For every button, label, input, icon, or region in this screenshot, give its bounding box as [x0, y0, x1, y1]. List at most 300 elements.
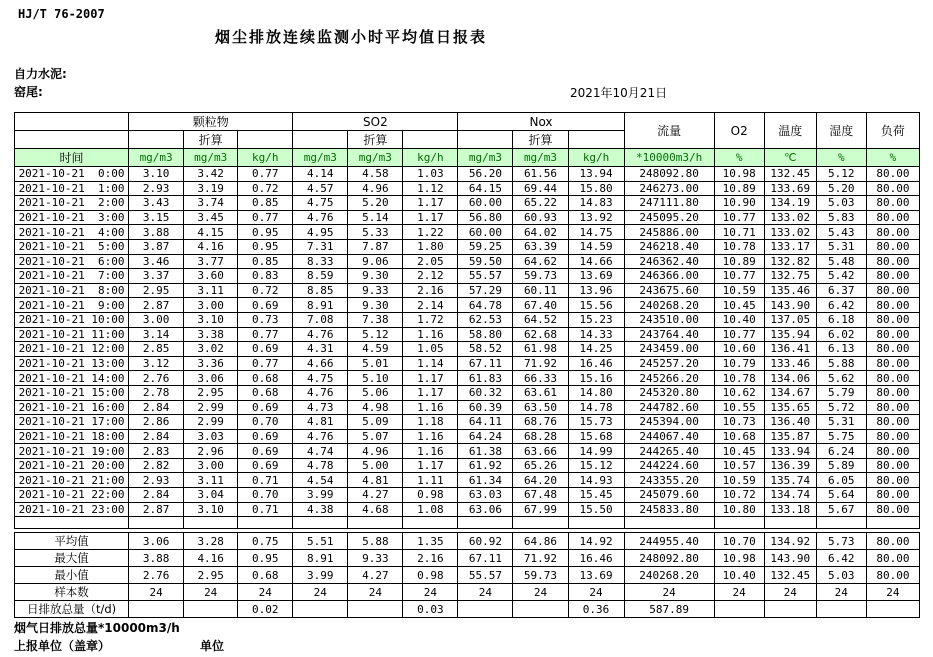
value-cell: 3.37: [129, 269, 184, 284]
value-cell: 0.95: [238, 225, 293, 240]
summary-value-cell: [513, 601, 568, 618]
summary-value-cell: 24: [764, 584, 816, 601]
summary-value-cell: 60.92: [458, 533, 513, 550]
value-cell: 4.74: [293, 444, 348, 459]
table-row: [15, 385, 920, 400]
value-cell: 66.33: [513, 371, 568, 386]
value-cell: 135.87: [764, 429, 816, 444]
value-cell: 2.83: [129, 444, 184, 459]
summary-row: [15, 584, 920, 601]
table-row: [15, 444, 920, 459]
converted-label: 折算: [348, 131, 403, 149]
value-cell: 5.64: [816, 488, 866, 503]
value-cell: 5.20: [348, 196, 403, 211]
unit-cell: mg/m3: [348, 149, 403, 167]
value-cell: 80.00: [866, 196, 919, 211]
value-cell: 5.75: [816, 429, 866, 444]
summary-value-cell: 0.68: [238, 567, 293, 584]
value-cell: 2.95: [129, 283, 184, 298]
value-cell: 3.99: [293, 488, 348, 503]
value-cell: 0.71: [238, 473, 293, 488]
value-cell: 6.18: [816, 312, 866, 327]
summary-value-cell: 3.88: [129, 550, 184, 567]
value-cell: 136.40: [764, 415, 816, 430]
value-cell: 3.11: [184, 473, 238, 488]
table-row: [15, 356, 920, 371]
value-cell: 2.84: [129, 488, 184, 503]
summary-label: 最小值: [15, 567, 129, 584]
time-cell: 2021-10-21 17:00: [15, 415, 129, 430]
table-row: [15, 371, 920, 386]
table-row: [15, 502, 920, 517]
time-cell: 2021-10-21 7:00: [15, 269, 129, 284]
value-cell: 246362.40: [624, 254, 714, 269]
value-cell: 3.10: [129, 167, 184, 182]
value-cell: 5.01: [348, 356, 403, 371]
summary-value-cell: 14.92: [568, 533, 624, 550]
value-cell: 244224.60: [624, 458, 714, 473]
value-cell: 132.45: [764, 167, 816, 182]
value-cell: 243510.00: [624, 312, 714, 327]
value-cell: 60.32: [458, 385, 513, 400]
summary-value-cell: 24: [129, 584, 184, 601]
value-cell: 80.00: [866, 225, 919, 240]
value-cell: 64.62: [513, 254, 568, 269]
value-cell: 1.11: [403, 473, 458, 488]
value-cell: 3.42: [184, 167, 238, 182]
value-cell: 67.40: [513, 298, 568, 313]
value-cell: 5.12: [348, 327, 403, 342]
value-cell: 3.15: [129, 210, 184, 225]
value-cell: 0.83: [238, 269, 293, 284]
value-cell: 80.00: [866, 312, 919, 327]
value-cell: 246273.00: [624, 181, 714, 196]
summary-value-cell: 0.36: [568, 601, 624, 618]
value-cell: 10.45: [714, 444, 764, 459]
value-cell: 63.03: [458, 488, 513, 503]
value-cell: 10.77: [714, 269, 764, 284]
value-cell: 0.69: [238, 429, 293, 444]
unit-cell: %: [866, 149, 919, 167]
value-cell: 61.38: [458, 444, 513, 459]
value-cell: 8.85: [293, 283, 348, 298]
value-cell: 64.24: [458, 429, 513, 444]
value-cell: 56.80: [458, 210, 513, 225]
value-cell: 6.37: [816, 283, 866, 298]
time-cell: 2021-10-21 22:00: [15, 488, 129, 503]
value-cell: 0.68: [238, 371, 293, 386]
blank-cell: [568, 131, 624, 149]
time-cell: 2021-10-21 19:00: [15, 444, 129, 459]
summary-value-cell: 24: [458, 584, 513, 601]
summary-value-cell: [129, 601, 184, 618]
time-cell: 2021-10-21 2:00: [15, 196, 129, 211]
value-cell: 133.18: [764, 502, 816, 517]
value-cell: 0.72: [238, 181, 293, 196]
value-cell: 80.00: [866, 239, 919, 254]
value-cell: 244782.60: [624, 400, 714, 415]
summary-value-cell: 0.95: [238, 550, 293, 567]
value-cell: 246218.40: [624, 239, 714, 254]
value-cell: 3.10: [184, 312, 238, 327]
value-cell: 15.80: [568, 181, 624, 196]
doc-code: HJ/T 76-2007: [18, 7, 105, 21]
value-cell: 15.16: [568, 371, 624, 386]
value-cell: 1.16: [403, 429, 458, 444]
value-cell: 10.78: [714, 239, 764, 254]
value-cell: 246366.00: [624, 269, 714, 284]
value-cell: 2.87: [129, 298, 184, 313]
value-cell: 58.52: [458, 342, 513, 357]
value-cell: 61.92: [458, 458, 513, 473]
value-cell: 80.00: [866, 210, 919, 225]
value-cell: 0.77: [238, 210, 293, 225]
value-cell: 3.00: [184, 458, 238, 473]
value-cell: 55.57: [458, 269, 513, 284]
value-cell: 2.76: [129, 371, 184, 386]
value-cell: 80.00: [866, 342, 919, 357]
value-cell: 4.81: [348, 473, 403, 488]
unit-cell: *10000m3/h: [624, 149, 714, 167]
value-cell: 143.90: [764, 298, 816, 313]
unit-cell: mg/m3: [129, 149, 184, 167]
value-cell: 4.75: [293, 196, 348, 211]
col-header-flow: 流量: [624, 113, 714, 149]
value-cell: 80.00: [866, 356, 919, 371]
value-cell: 1.08: [403, 502, 458, 517]
value-cell: 243459.00: [624, 342, 714, 357]
value-cell: 56.20: [458, 167, 513, 182]
value-cell: 133.17: [764, 239, 816, 254]
value-cell: 10.57: [714, 458, 764, 473]
table-row: [15, 283, 920, 298]
value-cell: 80.00: [866, 429, 919, 444]
value-cell: 4.96: [348, 181, 403, 196]
unit-cell: mg/m3: [458, 149, 513, 167]
time-cell: 2021-10-21 4:00: [15, 225, 129, 240]
value-cell: 5.31: [816, 415, 866, 430]
value-cell: 1.16: [403, 327, 458, 342]
summary-value-cell: 3.99: [293, 567, 348, 584]
summary-value-cell: 3.28: [184, 533, 238, 550]
value-cell: 2.93: [129, 473, 184, 488]
value-cell: 60.93: [513, 210, 568, 225]
value-cell: 4.15: [184, 225, 238, 240]
value-cell: 0.72: [238, 283, 293, 298]
summary-value-cell: 2.16: [403, 550, 458, 567]
value-cell: 3.10: [184, 502, 238, 517]
value-cell: 13.94: [568, 167, 624, 182]
value-cell: 14.83: [568, 196, 624, 211]
value-cell: 3.36: [184, 356, 238, 371]
value-cell: 69.44: [513, 181, 568, 196]
time-cell: 2021-10-21 0:00: [15, 167, 129, 182]
value-cell: 0.70: [238, 415, 293, 430]
blank-cell: [238, 517, 293, 529]
value-cell: 7.31: [293, 239, 348, 254]
value-cell: 1.17: [403, 385, 458, 400]
value-cell: 5.88: [816, 356, 866, 371]
value-cell: 5.42: [816, 269, 866, 284]
value-cell: 1.16: [403, 400, 458, 415]
value-cell: 245266.20: [624, 371, 714, 386]
page-title: 烟尘排放连续监测小时平均值日报表: [215, 28, 488, 46]
value-cell: 6.24: [816, 444, 866, 459]
time-cell: 2021-10-21 21:00: [15, 473, 129, 488]
value-cell: 59.50: [458, 254, 513, 269]
summary-value-cell: 5.51: [293, 533, 348, 550]
value-cell: 9.33: [348, 283, 403, 298]
summary-value-cell: 67.11: [458, 550, 513, 567]
col-header-humidity: 湿度: [816, 113, 866, 149]
value-cell: 1.16: [403, 444, 458, 459]
value-cell: 3.12: [129, 356, 184, 371]
report-date: 2021年10月21日: [570, 86, 668, 100]
blank-cell: [458, 517, 513, 529]
value-cell: 63.61: [513, 385, 568, 400]
value-cell: 5.14: [348, 210, 403, 225]
value-cell: 245886.00: [624, 225, 714, 240]
group-header-so2: SO2: [293, 113, 458, 131]
flue-gas-total-note: 烟气日排放总量*10000m3/h: [14, 621, 180, 635]
col-header-temperature: 温度: [764, 113, 816, 149]
summary-value-cell: 80.00: [866, 550, 919, 567]
blank-cell: [348, 517, 403, 529]
summary-value-cell: 24: [624, 584, 714, 601]
value-cell: 135.46: [764, 283, 816, 298]
time-cell: 2021-10-21 11:00: [15, 327, 129, 342]
summary-value-cell: 24: [184, 584, 238, 601]
blank-cell: [714, 517, 764, 529]
value-cell: 4.14: [293, 167, 348, 182]
value-cell: 0.68: [238, 385, 293, 400]
value-cell: 3.46: [129, 254, 184, 269]
value-cell: 243675.60: [624, 283, 714, 298]
summary-value-cell: 16.46: [568, 550, 624, 567]
value-cell: 5.09: [348, 415, 403, 430]
summary-row: [15, 601, 920, 618]
value-cell: 2.16: [403, 283, 458, 298]
value-cell: 15.56: [568, 298, 624, 313]
col-header-load: 负荷: [866, 113, 919, 149]
value-cell: 136.39: [764, 458, 816, 473]
value-cell: 136.41: [764, 342, 816, 357]
value-cell: 0.69: [238, 444, 293, 459]
value-cell: 2.99: [184, 400, 238, 415]
blank-cell: [866, 517, 919, 529]
value-cell: 133.02: [764, 225, 816, 240]
value-cell: 15.45: [568, 488, 624, 503]
report-table-area: [14, 112, 920, 618]
blank-cell: [184, 517, 238, 529]
value-cell: 14.66: [568, 254, 624, 269]
value-cell: 1.12: [403, 181, 458, 196]
table-row: [15, 473, 920, 488]
value-cell: 2.05: [403, 254, 458, 269]
value-cell: 4.31: [293, 342, 348, 357]
summary-value-cell: 24: [714, 584, 764, 601]
value-cell: 2.78: [129, 385, 184, 400]
value-cell: 10.90: [714, 196, 764, 211]
summary-rows: [15, 533, 920, 618]
value-cell: 0.69: [238, 458, 293, 473]
summary-value-cell: 244955.40: [624, 533, 714, 550]
table-row: [15, 254, 920, 269]
summary-value-cell: 0.02: [238, 601, 293, 618]
blank-cell: [15, 113, 129, 131]
value-cell: 61.83: [458, 371, 513, 386]
value-cell: 10.77: [714, 327, 764, 342]
value-cell: 5.72: [816, 400, 866, 415]
value-cell: 10.55: [714, 400, 764, 415]
converted-label: 折算: [184, 131, 238, 149]
summary-value-cell: 80.00: [866, 567, 919, 584]
value-cell: 2.84: [129, 429, 184, 444]
time-cell: 2021-10-21 12:00: [15, 342, 129, 357]
value-cell: 3.06: [184, 371, 238, 386]
value-cell: 7.08: [293, 312, 348, 327]
summary-value-cell: 2.95: [184, 567, 238, 584]
summary-value-cell: 3.06: [129, 533, 184, 550]
value-cell: 137.05: [764, 312, 816, 327]
value-cell: 244265.40: [624, 444, 714, 459]
table-row: [15, 225, 920, 240]
value-cell: 10.60: [714, 342, 764, 357]
summary-label: 样本数: [15, 584, 129, 601]
value-cell: 80.00: [866, 283, 919, 298]
time-cell: 2021-10-21 3:00: [15, 210, 129, 225]
summary-value-cell: 24: [403, 584, 458, 601]
blank-cell: [513, 517, 568, 529]
value-cell: 10.62: [714, 385, 764, 400]
blank-cell: [568, 517, 624, 529]
value-cell: 80.00: [866, 502, 919, 517]
summary-value-cell: 24: [348, 584, 403, 601]
summary-value-cell: 587.89: [624, 601, 714, 618]
summary-value-cell: 59.73: [513, 567, 568, 584]
summary-value-cell: 24: [816, 584, 866, 601]
value-cell: 3.02: [184, 342, 238, 357]
value-cell: 59.25: [458, 239, 513, 254]
value-cell: 10.45: [714, 298, 764, 313]
unit-cell: mg/m3: [513, 149, 568, 167]
unit-cell: %: [714, 149, 764, 167]
table-row: [15, 429, 920, 444]
value-cell: 4.96: [348, 444, 403, 459]
blank-cell: [403, 517, 458, 529]
value-cell: 8.59: [293, 269, 348, 284]
value-cell: 0.69: [238, 298, 293, 313]
table-row: [15, 458, 920, 473]
summary-value-cell: 240268.20: [624, 567, 714, 584]
value-cell: 1.72: [403, 312, 458, 327]
blank-cell: [238, 131, 293, 149]
summary-value-cell: [348, 601, 403, 618]
value-cell: 3.38: [184, 327, 238, 342]
value-cell: 6.13: [816, 342, 866, 357]
summary-value-cell: 248092.80: [624, 550, 714, 567]
value-cell: 14.78: [568, 400, 624, 415]
value-cell: 10.59: [714, 473, 764, 488]
value-cell: 245394.00: [624, 415, 714, 430]
summary-value-cell: 0.75: [238, 533, 293, 550]
summary-value-cell: 24: [866, 584, 919, 601]
summary-value-cell: [866, 601, 919, 618]
value-cell: 59.73: [513, 269, 568, 284]
value-cell: 15.68: [568, 429, 624, 444]
blank-cell: [293, 517, 348, 529]
value-cell: 4.27: [348, 488, 403, 503]
value-cell: 4.68: [348, 502, 403, 517]
time-cell: 2021-10-21 20:00: [15, 458, 129, 473]
table-row: [15, 210, 920, 225]
value-cell: 1.03: [403, 167, 458, 182]
value-cell: 61.98: [513, 342, 568, 357]
empty-row: [15, 517, 920, 529]
value-cell: 3.19: [184, 181, 238, 196]
table-row: [15, 298, 920, 313]
value-cell: 13.96: [568, 283, 624, 298]
value-cell: 3.74: [184, 196, 238, 211]
summary-value-cell: 10.98: [714, 550, 764, 567]
time-cell: 2021-10-21 23:00: [15, 502, 129, 517]
time-cell: 2021-10-21 9:00: [15, 298, 129, 313]
value-cell: 80.00: [866, 488, 919, 503]
value-cell: 0.85: [238, 254, 293, 269]
value-cell: 80.00: [866, 254, 919, 269]
value-cell: 134.06: [764, 371, 816, 386]
value-cell: 248092.80: [624, 167, 714, 182]
summary-value-cell: 24: [513, 584, 568, 601]
value-cell: 3.87: [129, 239, 184, 254]
table-row: [15, 415, 920, 430]
group-header-pm: 颗粒物: [129, 113, 293, 131]
value-cell: 0.85: [238, 196, 293, 211]
blank-cell: [129, 131, 184, 149]
blank-cell: [816, 517, 866, 529]
value-cell: 1.17: [403, 458, 458, 473]
summary-value-cell: 143.90: [764, 550, 816, 567]
summary-label: 平均值: [15, 533, 129, 550]
value-cell: 9.30: [348, 298, 403, 313]
value-cell: 15.73: [568, 415, 624, 430]
table-row: [15, 181, 920, 196]
value-cell: 7.87: [348, 239, 403, 254]
value-cell: 2.86: [129, 415, 184, 430]
summary-value-cell: 5.73: [816, 533, 866, 550]
value-cell: 80.00: [866, 385, 919, 400]
table-row: [15, 196, 920, 211]
value-cell: 132.82: [764, 254, 816, 269]
value-cell: 6.02: [816, 327, 866, 342]
value-cell: 4.73: [293, 400, 348, 415]
unit-cell: ℃: [764, 149, 816, 167]
unit-cell: kg/h: [238, 149, 293, 167]
value-cell: 10.98: [714, 167, 764, 182]
value-cell: 9.06: [348, 254, 403, 269]
blank-cell: [458, 131, 513, 149]
unit-header-row: [15, 149, 920, 167]
value-cell: 64.15: [458, 181, 513, 196]
converted-label: 折算: [513, 131, 568, 149]
value-cell: 62.53: [458, 312, 513, 327]
blank-cell: [764, 517, 816, 529]
value-cell: 63.66: [513, 444, 568, 459]
blank-cell: [403, 131, 458, 149]
value-cell: 80.00: [866, 181, 919, 196]
value-cell: 240268.20: [624, 298, 714, 313]
value-cell: 10.71: [714, 225, 764, 240]
